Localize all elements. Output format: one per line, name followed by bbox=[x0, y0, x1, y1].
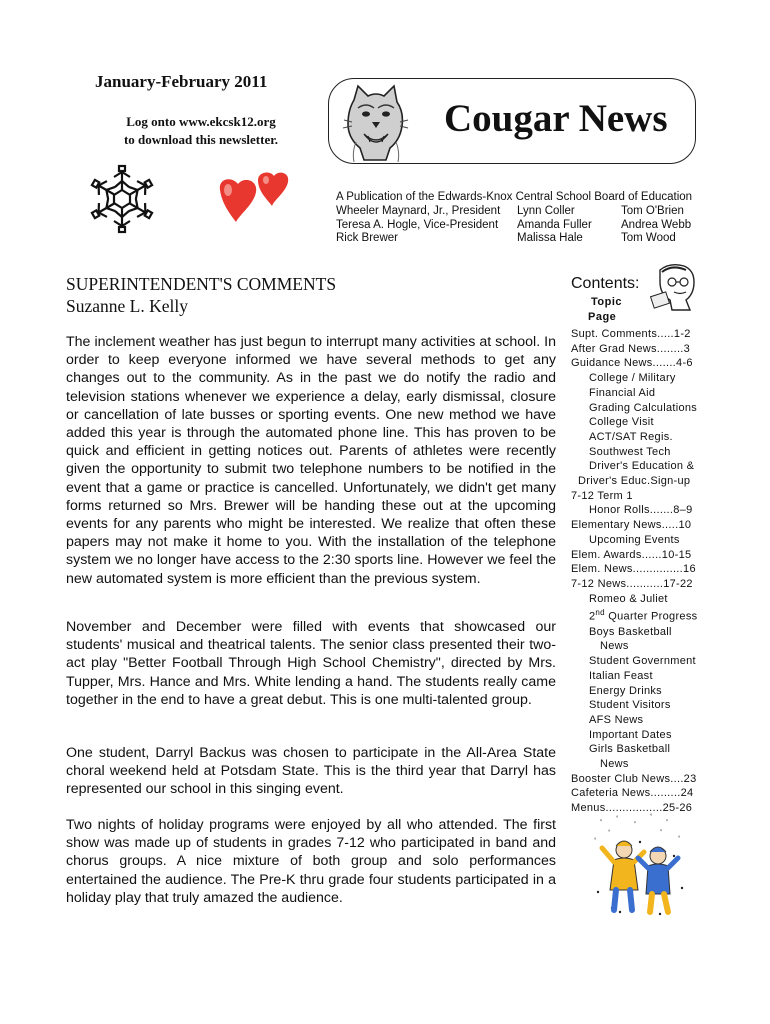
contents-title: Contents: bbox=[571, 275, 640, 292]
toc-item: 7-12 News...........17-22 bbox=[571, 577, 693, 590]
toc-item: Driver's Educ.Sign-up bbox=[578, 475, 691, 488]
svg-text:″: ″ bbox=[666, 820, 669, 826]
toc-item: Menus.................25-26 bbox=[571, 802, 693, 815]
board-member: Tom O'Brien bbox=[621, 205, 684, 217]
article-paragraph: November and December were filled with events that showcased our students' musical and theatrical talents. The senior class presented their two-act play "Better Football Through High School Chemistry", directed by Mrs. Tupper, Mrs. Hance and Mrs. White lending a hand. The students really came together in the end to have a great debut. This is one multi-talented group. bbox=[66, 619, 556, 708]
toc-item: College Visit bbox=[589, 416, 654, 429]
toc-item: Supt. Comments.....1-2 bbox=[571, 328, 691, 340]
board-member: Wheeler Maynard, Jr., President bbox=[336, 205, 501, 217]
toc-item: Student Government bbox=[589, 655, 696, 668]
svg-text:°: ° bbox=[608, 830, 611, 836]
article-paragraph: One student, Darryl Backus was chosen to participate in the All-Area State choral weekend held at Potsdam State. This is the third year that Darryl has represented our school in this singing event. bbox=[66, 745, 556, 798]
board-member: Amanda Fuller bbox=[517, 218, 592, 231]
toc-item: 7-12 Term 1 bbox=[571, 489, 633, 502]
toc-item: 2nd Quarter Progress bbox=[589, 608, 698, 624]
toc-item: News bbox=[600, 758, 629, 771]
toc-item: Elementary News.....10 bbox=[571, 519, 692, 532]
article-paragraph: Two nights of holiday programs were enjoyed by all who attended. The first show was made up of students in grades 7-12 who participated in band and chorus groups. A nice mixture of both group and solo performances entertained the audience. The Pre-K thru grade four students participated in a holiday play that truly amazed the audience. bbox=[66, 817, 556, 906]
article-author: Suzanne L. Kelly bbox=[66, 296, 188, 316]
toc-item: Italian Feast bbox=[589, 669, 653, 682]
toc-item: Southwest Tech bbox=[589, 445, 671, 458]
toc-item: Booster Club News....23 bbox=[571, 772, 697, 785]
article-paragraph: The inclement weather has just begun to interrupt many activities at school. In order to keep everyone informed we have several methods to get any changes out to the community. As in the past we do notify the radio and television stations whenever we experience a delay, early dismissal, closure or cancellation of late busses or sporting events. One new method we have added this year is through the automated phone line. This has proven to be quick and efficient in getting notices out. Parents of athletes were recently given the opportunity to submit two telephone numbers to be notified in the event that a game or practice is cancelled. Unfortunately, we didn't get many forms returned so Mrs. Brewer will be handing these out at the upcoming events for any parents who might be interested. We realize that often these papers may not make it home to you. With the installation of the telephone system we no longer have access to the 2:30 sports line. However we feel the new automated system is more efficient than the previous system. bbox=[66, 334, 556, 587]
board-column-3 bbox=[621, 205, 691, 246]
download-note bbox=[101, 113, 301, 149]
board-member: Andrea Webb bbox=[621, 218, 692, 231]
toc-item: Driver's Education & bbox=[589, 460, 695, 473]
contents-topic-label: Topic bbox=[591, 296, 623, 308]
table-of-contents bbox=[571, 327, 706, 816]
issue-date: January-February 2011 bbox=[95, 72, 268, 91]
board-member: Rick Brewer bbox=[336, 232, 398, 244]
board-member: Malissa Hale bbox=[517, 232, 583, 244]
toc-item: College / Military bbox=[589, 372, 676, 385]
svg-text:°: ° bbox=[594, 838, 597, 844]
article-heading bbox=[66, 273, 336, 317]
svg-text:″: ″ bbox=[600, 820, 603, 826]
board-member: Teresa A. Hogle, Vice-President bbox=[336, 218, 499, 231]
toc-item: Boys Basketball bbox=[589, 625, 672, 638]
toc-item: Cafeteria News.........24 bbox=[571, 787, 694, 800]
toc-item: ACT/SAT Regis. bbox=[589, 430, 673, 443]
toc-item: AFS News bbox=[589, 713, 644, 726]
svg-text:″: ″ bbox=[660, 830, 663, 836]
reading-person-image bbox=[650, 260, 702, 312]
article-title: SUPERINTENDENT'S COMMENTS bbox=[66, 274, 337, 294]
toc-item: Energy Drinks bbox=[589, 684, 662, 697]
toc-item: After Grad News........3 bbox=[571, 342, 691, 355]
svg-text:°: ° bbox=[678, 836, 681, 842]
download-note-line2: to download this newsletter. bbox=[123, 132, 279, 147]
board-column-2 bbox=[517, 205, 592, 246]
svg-text:°: ° bbox=[650, 814, 653, 820]
toc-item: Girls Basketball bbox=[589, 743, 671, 756]
toc-item: News bbox=[600, 640, 629, 653]
toc-item: Elem. News...............16 bbox=[571, 563, 696, 576]
newsletter-title: Cougar News bbox=[444, 97, 668, 140]
board-member: Lynn Coller bbox=[517, 205, 575, 217]
svg-text:°: ° bbox=[616, 816, 619, 822]
toc-item: Student Visitors bbox=[589, 699, 671, 712]
contents-page-label: Page bbox=[588, 311, 617, 323]
snowflake-image bbox=[88, 163, 156, 235]
toc-item: Guidance News.......4-6 bbox=[571, 357, 693, 370]
toc-item: Elem. Awards......10-15 bbox=[571, 548, 692, 561]
board-member: Tom Wood bbox=[621, 232, 676, 244]
cougar-mascot-image bbox=[340, 82, 410, 164]
toc-item: Grading Calculations bbox=[589, 401, 698, 414]
toc-item: Important Dates bbox=[589, 728, 672, 741]
toc-item: Honor Rolls.......8–9 bbox=[589, 504, 693, 517]
svg-text:″: ″ bbox=[634, 822, 637, 828]
toc-item: Financial Aid bbox=[589, 386, 656, 399]
toc-item: Romeo & Juliet bbox=[589, 592, 668, 605]
publication-line: A Publication of the Edwards-Knox Central School Board of Education bbox=[336, 191, 693, 203]
kids-in-snow-image bbox=[590, 812, 690, 922]
toc-item: Upcoming Events bbox=[589, 533, 680, 546]
board-column-1 bbox=[336, 205, 500, 246]
hearts-image bbox=[214, 170, 290, 226]
download-note-line1: Log onto www.ekcsk12.org bbox=[126, 114, 276, 129]
